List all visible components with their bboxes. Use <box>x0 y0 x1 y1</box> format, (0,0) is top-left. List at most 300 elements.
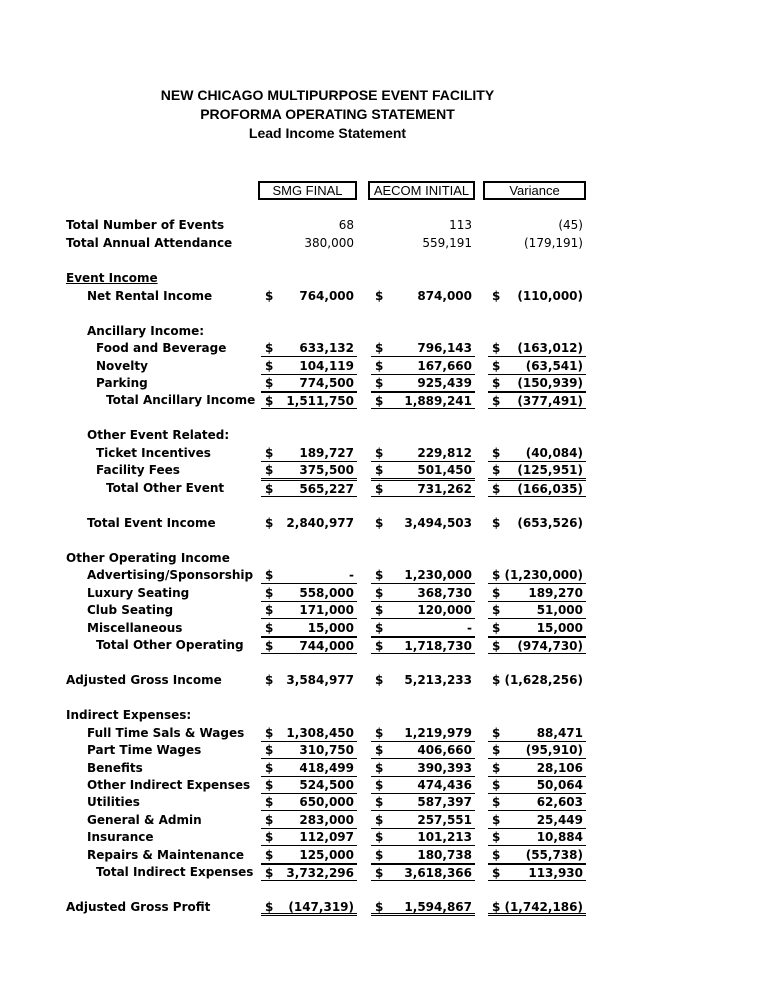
row-indirect <box>0 707 768 724</box>
cell-variance <box>488 672 586 689</box>
cell-value: 368,730 <box>417 586 472 600</box>
cell-value: 113 <box>449 218 472 232</box>
cell-value: 390,393 <box>417 761 472 775</box>
row-event-income <box>0 270 768 287</box>
currency-symbol: $ <box>375 516 384 530</box>
cell-value: 101,213 <box>417 830 472 844</box>
row-novelty <box>0 358 768 375</box>
cell-aecom-initial <box>371 515 475 532</box>
cell-aecom-initial <box>371 217 475 234</box>
cell-value: 310,750 <box>299 743 354 757</box>
cell-value: 559,191 <box>422 236 472 250</box>
currency-symbol: $ <box>265 568 274 582</box>
cell-value: (95,910) <box>525 743 583 757</box>
cell-smg-final <box>261 462 357 479</box>
currency-symbol: $ <box>492 289 501 303</box>
cell-variance <box>488 602 586 619</box>
cell-aecom-initial <box>371 585 475 602</box>
cell-smg-final <box>261 340 357 357</box>
row-label: Other Indirect Expenses <box>87 778 251 792</box>
currency-symbol: $ <box>375 603 384 617</box>
cell-value: 180,738 <box>417 848 472 862</box>
currency-symbol: $ <box>265 603 274 617</box>
cell-value: (45) <box>558 218 583 232</box>
currency-symbol: $ <box>265 586 274 600</box>
cell-value: 524,500 <box>299 778 354 792</box>
cell-variance <box>488 217 586 234</box>
cell-smg-final <box>261 637 357 654</box>
cell-value: 3,494,503 <box>404 516 472 530</box>
cell-smg-final <box>261 672 357 689</box>
row-label: Parking <box>96 376 148 390</box>
currency-symbol: $ <box>265 866 274 880</box>
cell-value: (125,951) <box>517 463 583 477</box>
currency-symbol: $ <box>492 516 501 530</box>
column-header-variance: Variance <box>483 181 586 200</box>
cell-value: 3,618,366 <box>404 866 472 880</box>
cell-value: 1,889,241 <box>404 394 472 408</box>
row-label: Adjusted Gross Income <box>66 673 222 687</box>
row-total-ind <box>0 864 768 881</box>
currency-symbol: $ <box>265 795 274 809</box>
row-total-other-ev <box>0 480 768 497</box>
cell-variance <box>488 585 586 602</box>
cell-value: 5,213,233 <box>404 673 472 687</box>
row-other-op <box>0 550 768 567</box>
currency-symbol: $ <box>492 359 501 373</box>
cell-aecom-initial <box>371 777 475 794</box>
cell-variance <box>488 637 586 654</box>
currency-symbol: $ <box>375 761 384 775</box>
cell-value: 229,812 <box>417 446 472 460</box>
cell-smg-final <box>261 217 357 234</box>
cell-aecom-initial <box>371 375 475 392</box>
cell-variance <box>488 847 586 864</box>
currency-symbol: $ <box>375 830 384 844</box>
currency-symbol: $ <box>492 673 501 687</box>
cell-variance <box>488 392 586 409</box>
cell-value: 10,884 <box>536 830 583 844</box>
currency-symbol: $ <box>375 482 384 496</box>
currency-symbol: $ <box>265 446 274 460</box>
currency-symbol: $ <box>265 376 274 390</box>
currency-symbol: $ <box>492 621 501 635</box>
cell-value: 15,000 <box>536 621 583 635</box>
row-repairs <box>0 847 768 864</box>
cell-value: 3,584,977 <box>286 673 354 687</box>
cell-value: (974,730) <box>517 639 583 653</box>
currency-symbol: $ <box>265 621 274 635</box>
currency-symbol: $ <box>375 639 384 653</box>
cell-smg-final <box>261 445 357 462</box>
currency-symbol: $ <box>492 376 501 390</box>
cell-aecom-initial <box>371 899 475 916</box>
cell-variance <box>488 742 586 759</box>
row-total-event <box>0 515 768 532</box>
cell-value: 51,000 <box>536 603 583 617</box>
cell-aecom-initial <box>371 620 475 637</box>
currency-symbol: $ <box>492 848 501 862</box>
row-label: Total Other Event <box>106 481 225 495</box>
row-label: Adjusted Gross Profit <box>66 900 211 914</box>
cell-smg-final <box>261 235 357 252</box>
row-label: Food and Beverage <box>96 341 227 355</box>
currency-symbol: $ <box>375 289 384 303</box>
cell-value: 1,219,979 <box>404 726 472 740</box>
cell-value: (40,084) <box>525 446 583 460</box>
currency-symbol: $ <box>492 341 501 355</box>
cell-value: 650,000 <box>299 795 354 809</box>
currency-symbol: $ <box>265 394 274 408</box>
cell-smg-final <box>261 794 357 811</box>
cell-variance <box>488 340 586 357</box>
currency-symbol: $ <box>375 866 384 880</box>
row-label: Total Event Income <box>87 516 216 530</box>
row-luxury <box>0 585 768 602</box>
currency-symbol: $ <box>492 586 501 600</box>
row-parttime <box>0 742 768 759</box>
cell-aecom-initial <box>371 392 475 409</box>
currency-symbol: $ <box>265 813 274 827</box>
cell-aecom-initial <box>371 672 475 689</box>
cell-smg-final <box>261 375 357 392</box>
cell-value: 925,439 <box>417 376 472 390</box>
cell-value: 774,500 <box>299 376 354 390</box>
cell-value: 764,000 <box>299 289 354 303</box>
row-label: Indirect Expenses: <box>66 708 192 722</box>
currency-symbol: $ <box>375 376 384 390</box>
cell-value: 796,143 <box>417 341 472 355</box>
cell-variance <box>488 567 586 584</box>
cell-value: 68 <box>338 218 354 232</box>
cell-value: 189,727 <box>299 446 354 460</box>
currency-symbol: $ <box>265 830 274 844</box>
cell-value: (55,738) <box>525 848 583 862</box>
currency-symbol: $ <box>492 743 501 757</box>
cell-value: 418,499 <box>299 761 354 775</box>
cell-value: (163,012) <box>517 341 583 355</box>
row-net-rental <box>0 288 768 305</box>
currency-symbol: $ <box>375 743 384 757</box>
cell-smg-final <box>261 847 357 864</box>
cell-smg-final <box>261 480 357 497</box>
cell-smg-final <box>261 829 357 846</box>
cell-value: 1,308,450 <box>286 726 354 740</box>
cell-smg-final <box>261 760 357 777</box>
cell-value: (653,526) <box>517 516 583 530</box>
currency-symbol: $ <box>375 621 384 635</box>
cell-value: 558,000 <box>299 586 354 600</box>
currency-symbol: $ <box>265 726 274 740</box>
cell-value: 1,511,750 <box>286 394 354 408</box>
cell-aecom-initial <box>371 602 475 619</box>
cell-value: 104,119 <box>299 359 354 373</box>
currency-symbol: $ <box>375 813 384 827</box>
row-label: Insurance <box>87 830 154 844</box>
row-label: Full Time Sals & Wages <box>87 726 245 740</box>
cell-value: 113,930 <box>528 866 583 880</box>
cell-value: 2,840,977 <box>286 516 354 530</box>
row-adj-profit <box>0 899 768 916</box>
row-parking <box>0 375 768 392</box>
cell-value: 62,603 <box>536 795 583 809</box>
row-events <box>0 217 768 234</box>
cell-value: 744,000 <box>299 639 354 653</box>
currency-symbol: $ <box>375 394 384 408</box>
row-ancillary <box>0 323 768 340</box>
cell-value: 380,000 <box>304 236 354 250</box>
cell-value: 171,000 <box>299 603 354 617</box>
row-label: Novelty <box>96 359 148 373</box>
row-label: Total Annual Attendance <box>66 236 233 250</box>
cell-value: 633,132 <box>299 341 354 355</box>
currency-symbol: $ <box>492 830 501 844</box>
currency-symbol: $ <box>492 778 501 792</box>
row-label: Total Indirect Expenses <box>96 865 254 879</box>
cell-variance <box>488 288 586 305</box>
cell-smg-final <box>261 358 357 375</box>
cell-value: 50,064 <box>536 778 583 792</box>
cell-value: 125,000 <box>299 848 354 862</box>
currency-symbol: $ <box>375 463 384 477</box>
cell-smg-final <box>261 585 357 602</box>
cell-smg-final <box>261 777 357 794</box>
row-label: Club Seating <box>87 603 174 617</box>
currency-symbol: $ <box>265 516 274 530</box>
row-other-event <box>0 427 768 444</box>
cell-smg-final <box>261 392 357 409</box>
cell-variance <box>488 899 586 916</box>
cell-value: (147,319) <box>288 900 354 914</box>
cell-aecom-initial <box>371 864 475 881</box>
cell-smg-final <box>261 812 357 829</box>
cell-value: 15,000 <box>307 621 354 635</box>
row-food <box>0 340 768 357</box>
row-label: General & Admin <box>87 813 202 827</box>
row-total-other-op <box>0 637 768 654</box>
currency-symbol: $ <box>375 568 384 582</box>
currency-symbol: $ <box>375 673 384 687</box>
row-label: Utilities <box>87 795 140 809</box>
cell-value: 587,397 <box>417 795 472 809</box>
cell-value: 1,594,867 <box>404 900 472 914</box>
cell-value: 406,660 <box>417 743 472 757</box>
cell-smg-final <box>261 864 357 881</box>
cell-value: 120,000 <box>417 603 472 617</box>
row-label: Miscellaneous <box>87 621 183 635</box>
cell-smg-final <box>261 567 357 584</box>
currency-symbol: $ <box>492 603 501 617</box>
cell-value: 167,660 <box>417 359 472 373</box>
currency-symbol: $ <box>265 289 274 303</box>
currency-symbol: $ <box>375 778 384 792</box>
cell-value: (110,000) <box>517 289 583 303</box>
cell-value: 3,732,296 <box>286 866 354 880</box>
currency-symbol: $ <box>375 359 384 373</box>
cell-aecom-initial <box>371 812 475 829</box>
cell-aecom-initial <box>371 742 475 759</box>
cell-value: 1,718,730 <box>404 639 472 653</box>
currency-symbol: $ <box>265 359 274 373</box>
cell-value: 375,500 <box>299 463 354 477</box>
row-label: Luxury Seating <box>87 586 190 600</box>
cell-variance <box>488 375 586 392</box>
cell-variance <box>488 760 586 777</box>
row-facility <box>0 462 768 479</box>
cell-aecom-initial <box>371 794 475 811</box>
cell-smg-final <box>261 288 357 305</box>
row-label: Other Operating Income <box>66 551 230 565</box>
cell-variance <box>488 829 586 846</box>
row-total-anc <box>0 392 768 409</box>
cell-value: (1,628,256) <box>504 673 583 687</box>
currency-symbol: $ <box>492 568 501 582</box>
currency-symbol: $ <box>492 795 501 809</box>
row-label: Total Other Operating <box>96 638 244 652</box>
cell-aecom-initial <box>371 567 475 584</box>
currency-symbol: $ <box>375 586 384 600</box>
row-benefits <box>0 760 768 777</box>
row-label: Event Income <box>66 271 158 285</box>
currency-symbol: $ <box>492 866 501 880</box>
row-misc <box>0 620 768 637</box>
cell-smg-final <box>261 515 357 532</box>
row-label: Other Event Related: <box>87 428 230 442</box>
cell-smg-final <box>261 899 357 916</box>
row-other-ind <box>0 777 768 794</box>
row-utilities <box>0 794 768 811</box>
currency-symbol: $ <box>492 446 501 460</box>
column-header-smg-final: SMG FINAL <box>258 181 357 200</box>
cell-variance <box>488 777 586 794</box>
cell-value: 88,471 <box>536 726 583 740</box>
currency-symbol: $ <box>265 761 274 775</box>
currency-symbol: $ <box>375 341 384 355</box>
row-attendance <box>0 235 768 252</box>
cell-variance <box>488 462 586 479</box>
row-label: Facility Fees <box>96 463 180 477</box>
cell-aecom-initial <box>371 637 475 654</box>
currency-symbol: $ <box>265 848 274 862</box>
currency-symbol: $ <box>375 848 384 862</box>
currency-symbol: $ <box>265 341 274 355</box>
row-label: Total Number of Events <box>66 218 225 232</box>
currency-symbol: $ <box>265 778 274 792</box>
cell-value: (166,035) <box>517 482 583 496</box>
cell-aecom-initial <box>371 358 475 375</box>
cell-variance <box>488 480 586 497</box>
row-label: Ticket Incentives <box>96 446 211 460</box>
row-adj-income <box>0 672 768 689</box>
cell-aecom-initial <box>371 462 475 479</box>
row-label: Part Time Wages <box>87 743 202 757</box>
cell-value: 283,000 <box>299 813 354 827</box>
cell-value: - <box>467 621 472 635</box>
currency-symbol: $ <box>265 639 274 653</box>
cell-value: 25,449 <box>536 813 583 827</box>
currency-symbol: $ <box>375 795 384 809</box>
row-label: Benefits <box>87 761 143 775</box>
cell-variance <box>488 358 586 375</box>
cell-aecom-initial <box>371 480 475 497</box>
cell-aecom-initial <box>371 829 475 846</box>
currency-symbol: $ <box>492 761 501 775</box>
currency-symbol: $ <box>492 726 501 740</box>
row-general <box>0 812 768 829</box>
cell-smg-final <box>261 725 357 742</box>
cell-variance <box>488 515 586 532</box>
cell-smg-final <box>261 620 357 637</box>
currency-symbol: $ <box>265 482 274 496</box>
cell-value: (1,742,186) <box>504 900 583 914</box>
cell-aecom-initial <box>371 725 475 742</box>
row-label: Total Ancillary Income <box>106 393 256 407</box>
cell-value: 731,262 <box>417 482 472 496</box>
report-title: NEW CHICAGO MULTIPURPOSE EVENT FACILITY <box>160 87 495 103</box>
row-label: Repairs & Maintenance <box>87 848 245 862</box>
row-label: Ancillary Income: <box>87 324 205 338</box>
cell-aecom-initial <box>371 235 475 252</box>
currency-symbol: $ <box>492 900 501 914</box>
currency-symbol: $ <box>265 463 274 477</box>
row-club <box>0 602 768 619</box>
cell-value: (1,230,000) <box>504 568 583 582</box>
cell-value: (63,541) <box>525 359 583 373</box>
cell-aecom-initial <box>371 445 475 462</box>
row-insurance <box>0 829 768 846</box>
cell-value: (150,939) <box>517 376 583 390</box>
report-caption: Lead Income Statement <box>248 125 407 141</box>
row-advert <box>0 567 768 584</box>
cell-variance <box>488 725 586 742</box>
cell-variance <box>488 812 586 829</box>
currency-symbol: $ <box>492 463 501 477</box>
row-label: Net Rental Income <box>87 289 213 303</box>
cell-aecom-initial <box>371 288 475 305</box>
cell-aecom-initial <box>371 847 475 864</box>
row-fulltime <box>0 725 768 742</box>
cell-value: 28,106 <box>536 761 583 775</box>
cell-value: 112,097 <box>299 830 354 844</box>
currency-symbol: $ <box>492 639 501 653</box>
cell-value: - <box>349 568 354 582</box>
cell-smg-final <box>261 742 357 759</box>
cell-variance <box>488 445 586 462</box>
currency-symbol: $ <box>375 726 384 740</box>
cell-value: 189,270 <box>528 586 583 600</box>
currency-symbol: $ <box>265 900 274 914</box>
currency-symbol: $ <box>375 900 384 914</box>
currency-symbol: $ <box>492 394 501 408</box>
cell-value: 257,551 <box>417 813 472 827</box>
currency-symbol: $ <box>375 446 384 460</box>
row-ticket <box>0 445 768 462</box>
cell-value: 1,230,000 <box>404 568 472 582</box>
cell-variance <box>488 620 586 637</box>
currency-symbol: $ <box>492 813 501 827</box>
cell-value: (377,491) <box>517 394 583 408</box>
cell-value: 874,000 <box>417 289 472 303</box>
cell-variance <box>488 864 586 881</box>
cell-variance <box>488 235 586 252</box>
cell-value: (179,191) <box>524 236 583 250</box>
cell-value: 565,227 <box>299 482 354 496</box>
report-subtitle: PROFORMA OPERATING STATEMENT <box>200 106 455 122</box>
cell-aecom-initial <box>371 760 475 777</box>
cell-value: 501,450 <box>417 463 472 477</box>
currency-symbol: $ <box>492 482 501 496</box>
cell-value: 474,436 <box>417 778 472 792</box>
